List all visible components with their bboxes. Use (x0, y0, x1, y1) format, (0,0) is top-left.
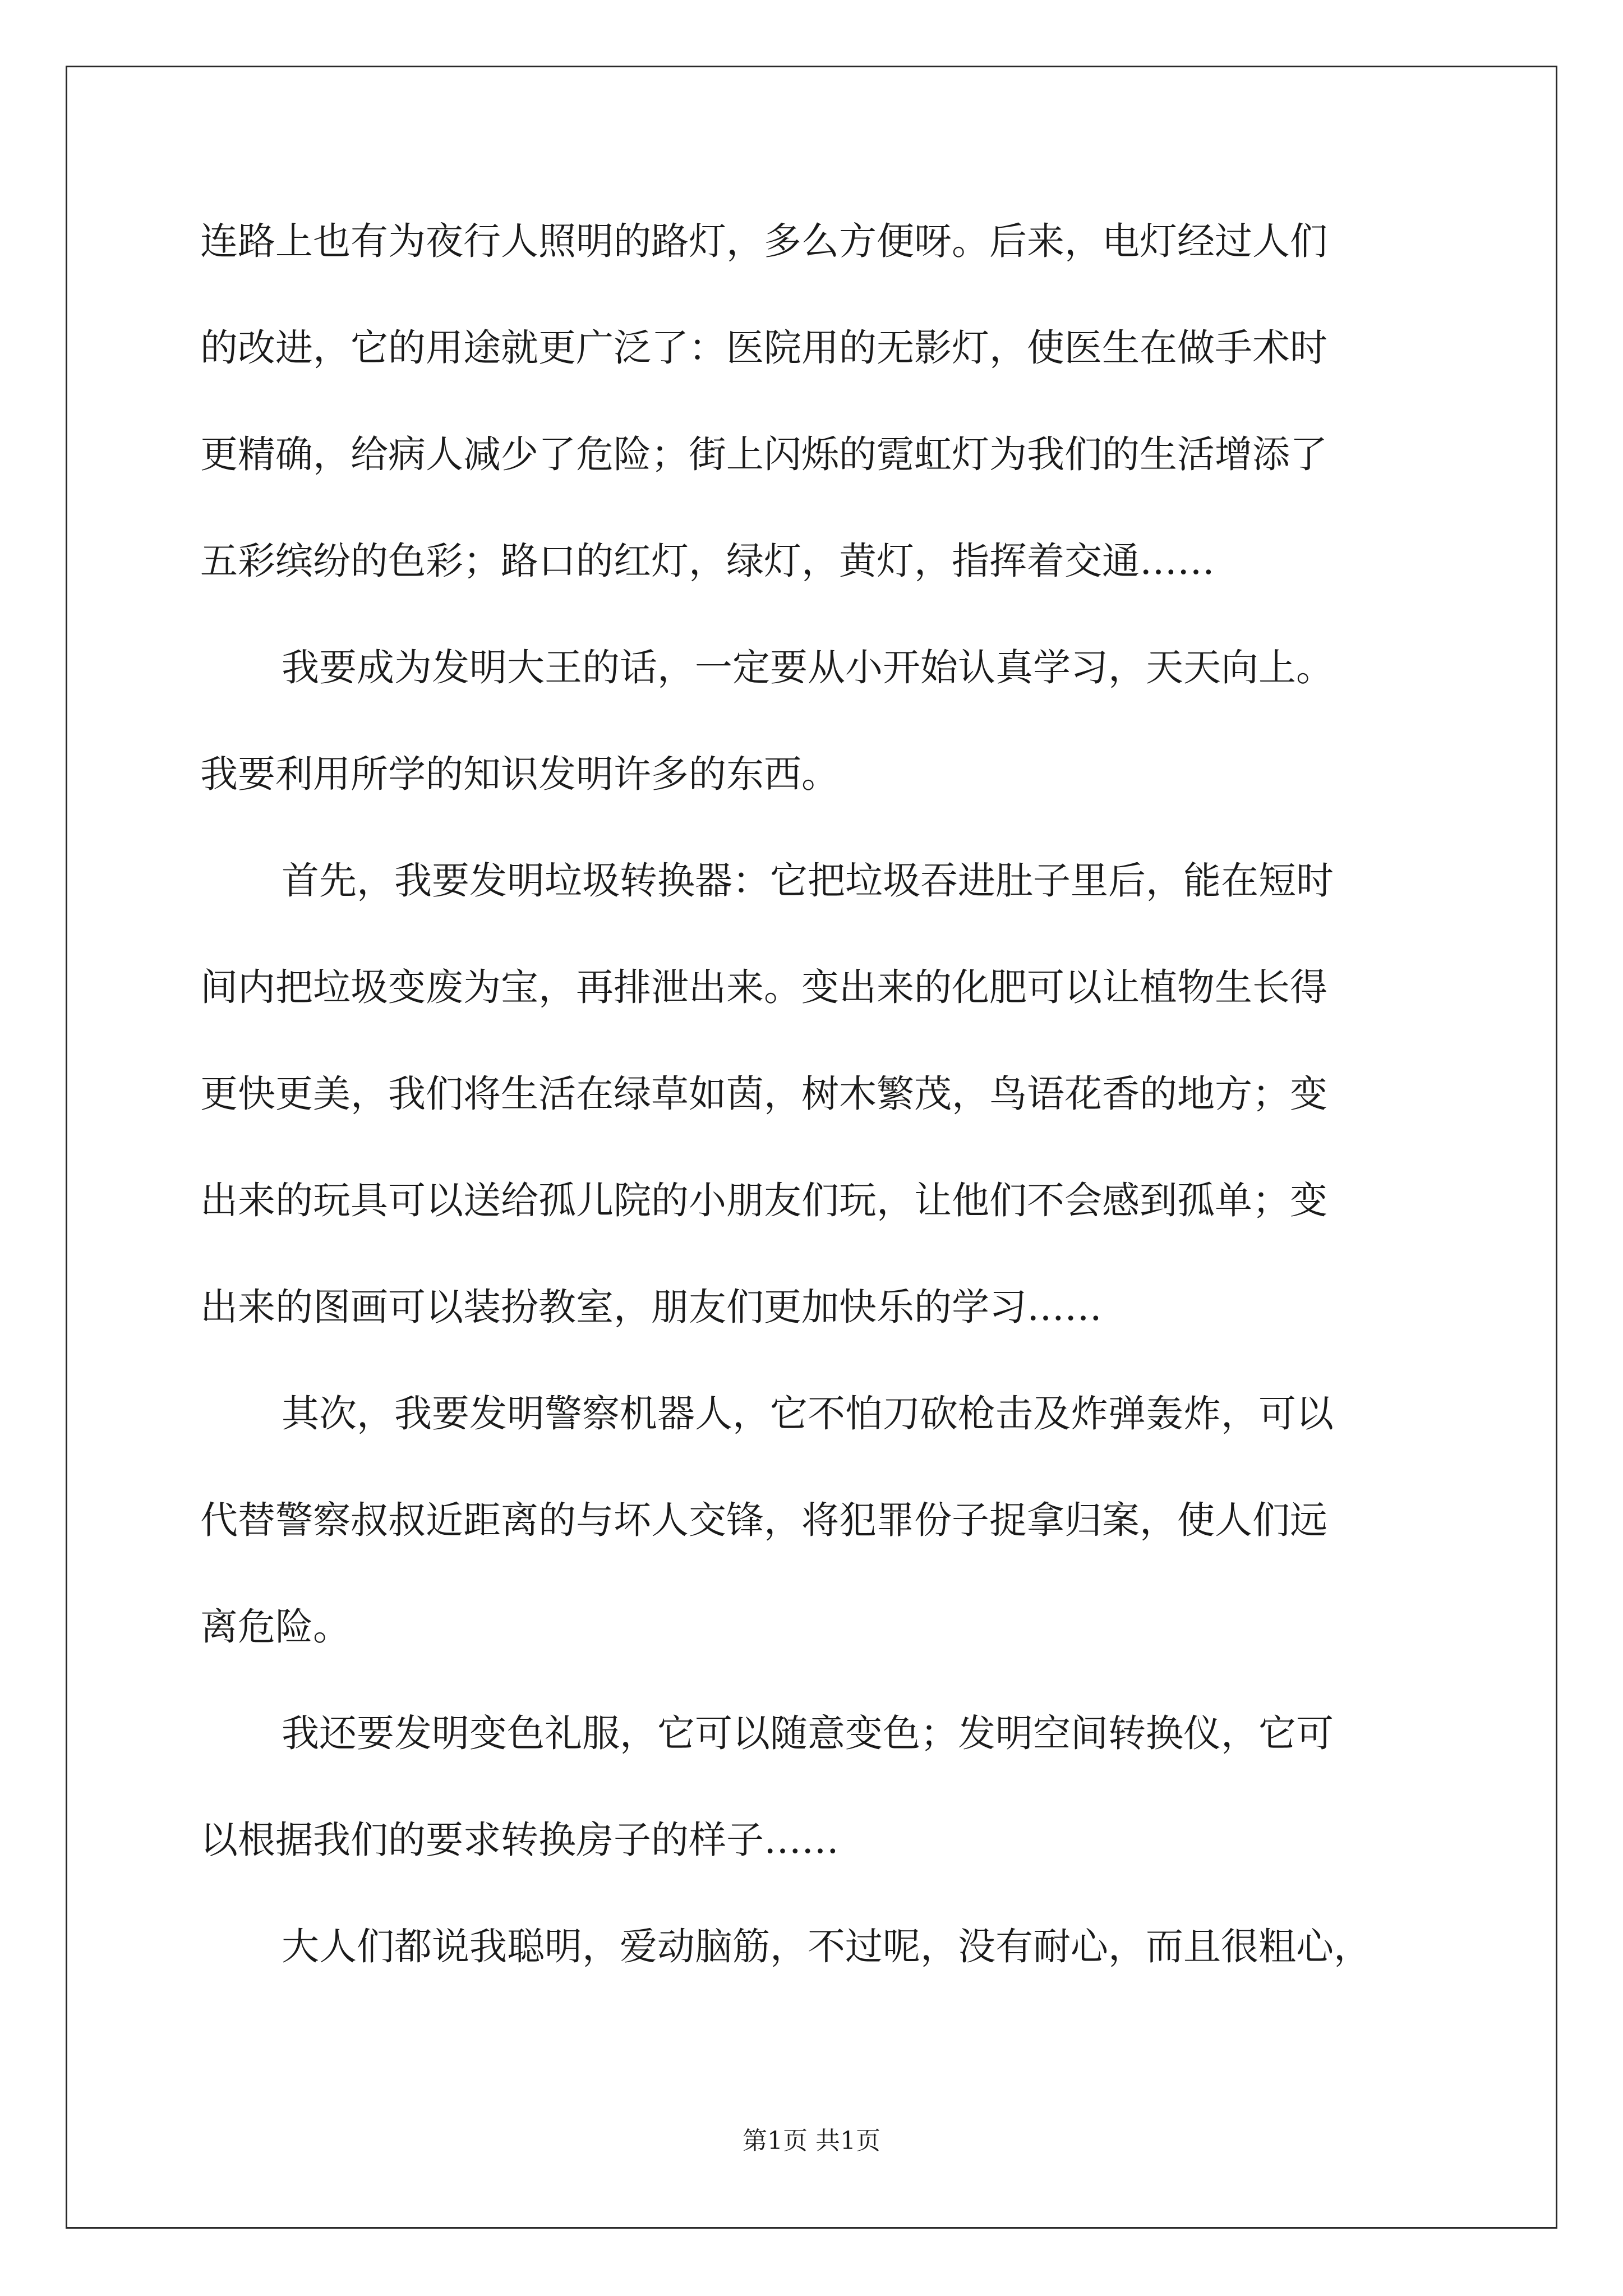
text-line: 我要利用所学的知识发明许多的东西。 (200, 752, 839, 796)
page-number-footer: 第1页 共1页 (743, 2127, 880, 2155)
text-line: 以根据我们的要求转换房子的样子…… (200, 1818, 839, 1862)
paragraph-start-line: 首先，我要发明垃圾转换器：它把垃圾吞进肚子里后，能在短时 (282, 859, 1334, 903)
paragraph-start-line: 其次，我要发明警察机器人，它不怕刀砍枪击及炸弹轰炸，可以 (282, 1392, 1334, 1435)
text-line: 五彩缤纷的色彩；路口的红灯，绿灯，黄灯，指挥着交通…… (200, 539, 1215, 583)
text-line: 间内把垃圾变废为宝，再排泄出来。变出来的化肥可以让植物生长得 (200, 965, 1327, 1009)
text-line: 更快更美，我们将生活在绿草如茵，树木繁茂，鸟语花香的地方；变 (200, 1072, 1327, 1116)
text-line: 代替警察叔叔近距离的与坏人交锋，将犯罪份子捉拿归案，使人们远 (200, 1498, 1327, 1542)
text-line: 连路上也有为夜行人照明的路灯，多么方便呀。后来，电灯经过人们 (200, 219, 1327, 263)
text-line: 更精确，给病人减少了危险；街上闪烁的霓虹灯为我们的生活增添了 (200, 432, 1327, 476)
paragraph-start-line: 大人们都说我聪明，爱动脑筋，不过呢，没有耐心，而且很粗心， (282, 1925, 1371, 1968)
text-line: 的改进，它的用途就更广泛了：医院用的无影灯，使医生在做手术时 (200, 326, 1327, 370)
page-border (66, 66, 1557, 2229)
paragraph-start-line: 我还要发明变色礼服，它可以随意变色；发明空间转换仪，它可 (282, 1711, 1334, 1755)
paragraph-start-line: 我要成为发明大王的话，一定要从小开始认真学习，天天向上。 (282, 646, 1334, 689)
text-line: 出来的图画可以装扮教室，朋友们更加快乐的学习…… (200, 1285, 1102, 1329)
text-line: 离危险。 (200, 1605, 351, 1649)
text-line: 出来的玩具可以送给孤儿院的小朋友们玩，让他们不会感到孤单；变 (200, 1179, 1327, 1222)
